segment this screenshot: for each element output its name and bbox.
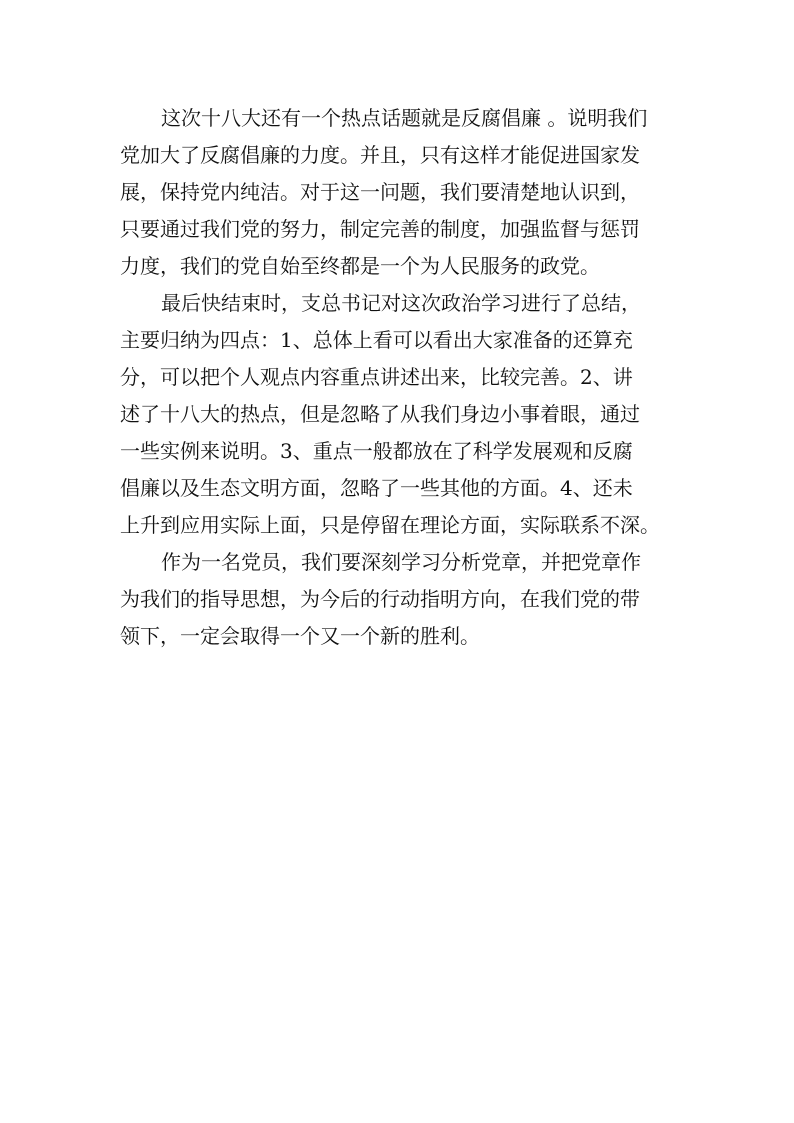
text-line: 作为一名党员，我们要深刻学习分析党章，并把党章作 (161, 550, 641, 574)
text-line: 领下，一定会取得一个又一个新的胜利。 (120, 624, 480, 648)
text-line: 这次十八大还有一个热点话题就是反腐倡廉 。说明我们 (161, 106, 648, 130)
text-line: 倡廉以及生态文明方面，忽略了一些其他的方面。4、还未 (120, 476, 633, 500)
paragraph-summary (120, 285, 674, 544)
text-line: 一些实例来说明。3、重点一般都放在了科学发展观和反腐 (120, 439, 633, 463)
text-line: 述了十八大的热点，但是忽略了从我们身边小事着眼，通过 (120, 402, 640, 426)
text-line: 主要归纳为四点：1、总体上看可以看出大家准备的还算充 (120, 328, 633, 352)
text-line: 上升到应用实际上面，只是停留在理论方面，实际联系不深。 (120, 513, 660, 537)
paragraph-anti-corruption (120, 100, 674, 285)
text-line: 党加大了反腐倡廉的力度。并且，只有这样才能促进国家发 (120, 143, 640, 167)
document-body (120, 100, 674, 655)
text-line: 只要通过我们党的努力，制定完善的制度，加强监督与惩罚 (120, 217, 640, 241)
text-line: 展，保持党内纯洁。对于这一问题，我们要清楚地认识到， (120, 180, 640, 204)
text-line: 为我们的指导思想，为今后的行动指明方向，在我们党的带 (120, 587, 640, 611)
paragraph-conclusion (120, 544, 674, 655)
text-line: 最后快结束时，支总书记对这次政治学习进行了总结， (161, 291, 641, 315)
text-line: 力度，我们的党自始至终都是一个为人民服务的政党。 (120, 254, 600, 278)
text-line: 分，可以把个人观点内容重点讲述出来，比较完善。2、讲 (120, 365, 633, 389)
